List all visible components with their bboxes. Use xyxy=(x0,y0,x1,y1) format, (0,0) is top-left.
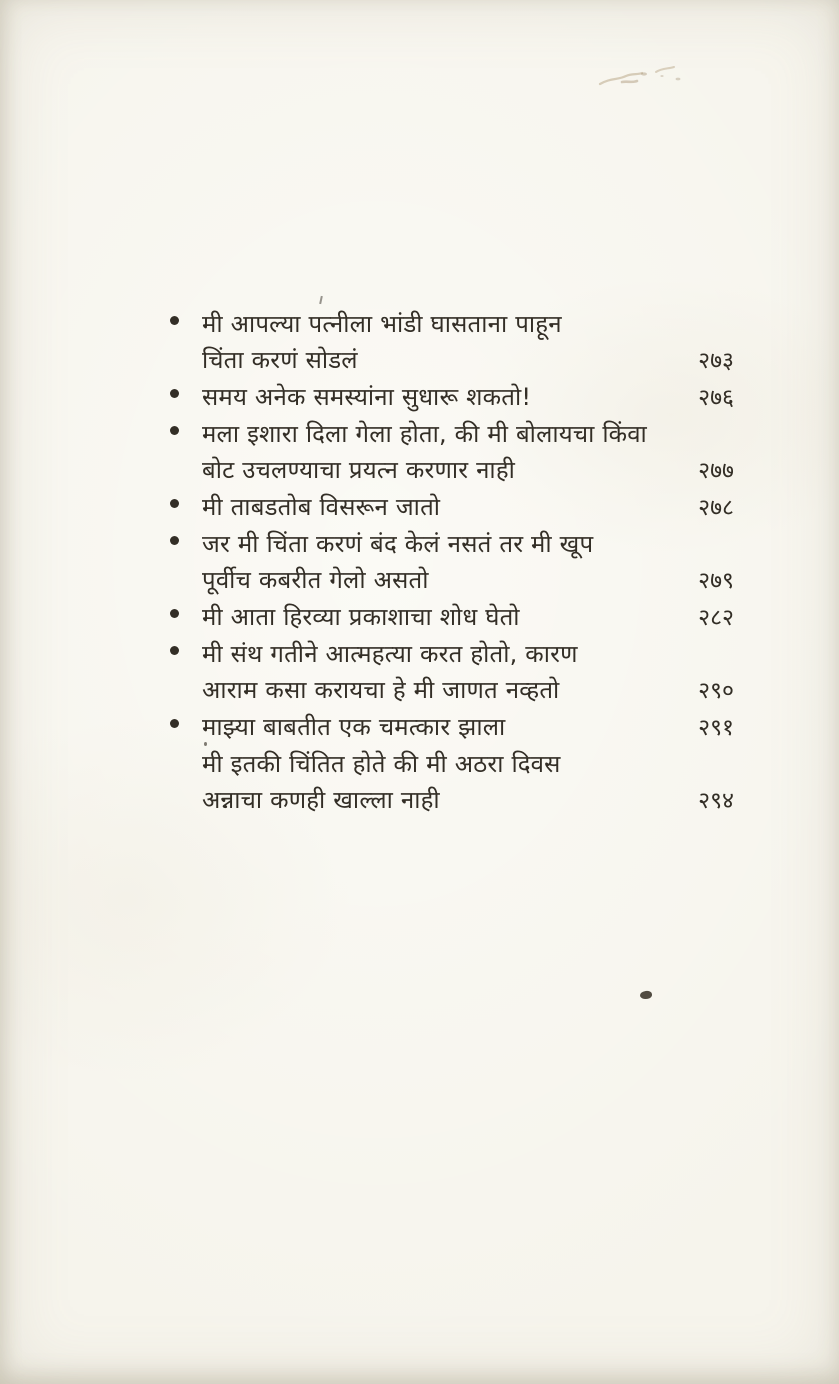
toc-entry-line xyxy=(168,526,734,562)
bullet-icon xyxy=(170,719,179,728)
stray-ink-speck xyxy=(204,742,207,746)
entry-text: मला इशारा दिला गेला होता, की मी बोलायचा किंवा xyxy=(202,420,647,448)
toc-entry-line xyxy=(168,452,734,489)
entry-page-number: २७३ xyxy=(698,348,734,374)
entry-page-number: २८२ xyxy=(698,605,734,631)
bullet-icon xyxy=(170,646,179,655)
entry-text: जर मी चिंता करणं बंद केलं नसतं तर मी खूप xyxy=(202,530,594,558)
entry-text: बोट उचलण्याचा प्रयत्न करणार नाही xyxy=(202,456,515,484)
entry-page-number: २७८ xyxy=(698,495,734,521)
toc-entry-line xyxy=(168,379,734,416)
entry-text: चिंता करणं सोडलं xyxy=(202,346,358,374)
bullet-icon xyxy=(170,426,179,435)
toc-entry-line xyxy=(168,342,734,379)
entry-text: अन्नाचा कणही खाल्ला नाही xyxy=(202,786,440,814)
entry-text: मी इतकी चिंतित होते की मी अठरा दिवस xyxy=(202,750,561,778)
toc-entry-line xyxy=(168,709,734,746)
entry-text: मी आता हिरव्या प्रकाशाचा शोध घेतो xyxy=(202,603,520,631)
entry-text: समय अनेक समस्यांना सुधारू शकतो! xyxy=(202,383,532,411)
entry-page-number: २९१ xyxy=(698,715,734,741)
entry-text: मी संथ गतीने आत्महत्या करत होतो, कारण xyxy=(202,640,578,668)
entry-text: मी आपल्या पत्नीला भांडी घासताना पाहून xyxy=(202,310,562,338)
toc-entry-line xyxy=(168,672,734,709)
entry-page-number: २७६ xyxy=(698,385,734,411)
stray-tick-mark xyxy=(319,296,323,304)
toc-entry-line xyxy=(168,306,734,342)
entry-page-number: २७९ xyxy=(698,568,734,594)
entry-page-number: २९४ xyxy=(698,788,734,814)
toc-entry-line xyxy=(168,489,734,526)
bullet-icon xyxy=(170,609,179,618)
toc-entry-line xyxy=(168,599,734,636)
toc-entry-line xyxy=(168,782,734,819)
bullet-icon xyxy=(170,389,179,398)
entry-page-number: २९० xyxy=(698,678,734,704)
ink-dot xyxy=(640,990,653,1000)
bullet-icon xyxy=(170,536,179,545)
entry-text: पूर्वीच कबरीत गेलो असतो xyxy=(202,566,429,594)
toc-entry-line xyxy=(168,746,734,782)
entry-page-number: २७७ xyxy=(698,458,734,484)
toc-entry-line xyxy=(168,416,734,452)
toc-list xyxy=(168,306,734,819)
toc-entry-line xyxy=(168,636,734,672)
toc-entry-line xyxy=(168,562,734,599)
entry-text: मी ताबडतोब विसरून जातो xyxy=(202,493,441,521)
bullet-icon xyxy=(170,316,179,325)
entry-text: माझ्या बाबतीत एक चमत्कार झाला xyxy=(202,713,506,741)
entry-text: आराम कसा करायचा हे मी जाणत नव्हतो xyxy=(202,676,560,704)
ink-smudge-mark xyxy=(592,52,712,97)
bullet-icon xyxy=(170,499,179,508)
